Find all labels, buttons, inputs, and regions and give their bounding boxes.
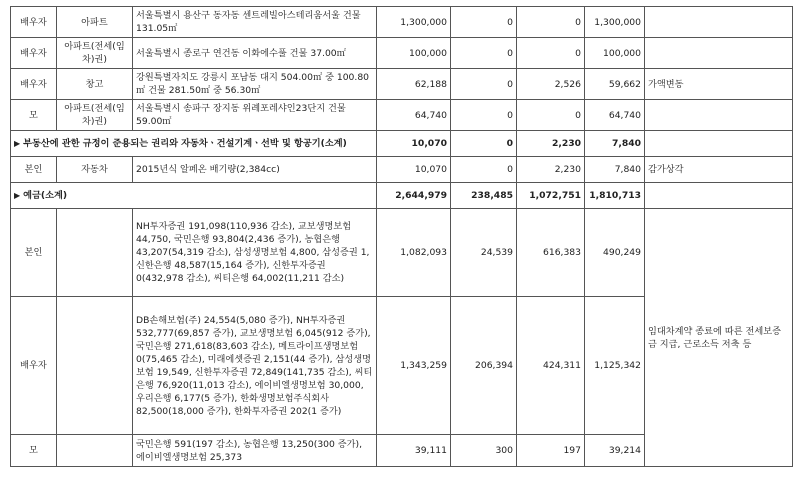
kind-cell [57,435,133,467]
relation-cell: 배우자 [11,38,57,69]
current-value-cell: 1,810,713 [585,183,645,209]
subtotal-title-text: 예금(소계) [23,190,68,201]
location-cell: 강원특별자치도 강릉시 포남동 대지 504.00㎡ 중 100.80㎡ 건물 281.50㎡ 중 56.30㎡ [133,69,377,100]
prev-value-cell: 100,000 [377,38,451,69]
kind-cell: 아파트(전세(임차)권) [57,38,133,69]
location-cell: 서울특별시 용산구 동자동 센트레빌아스테리움서울 건물 131.05㎡ [133,7,377,38]
decrease-cell: 2,526 [517,69,585,100]
current-value-cell: 39,214 [585,435,645,467]
table-row [11,69,793,100]
reason-cell [645,131,793,157]
prev-value-cell: 62,188 [377,69,451,100]
increase-cell: 300 [451,435,517,467]
relation-cell: 모 [11,100,57,131]
current-value-cell: 59,662 [585,69,645,100]
current-value-cell: 64,740 [585,100,645,131]
relation-cell: 본인 [11,157,57,183]
subtotal-title [11,183,377,209]
triangle-icon: ▶ [14,139,21,148]
table-row [11,38,793,69]
prev-value-cell: 1,343,259 [377,297,451,435]
reason-cell: 가액변동 [645,69,793,100]
decrease-cell: 0 [517,100,585,131]
reason-cell [645,183,793,209]
prev-value-cell: 64,740 [377,100,451,131]
decrease-cell: 1,072,751 [517,183,585,209]
prev-value-cell: 10,070 [377,157,451,183]
increase-cell: 0 [451,7,517,38]
location-cell: DB손해보험(주) 24,554(5,080 증가), NH투자증권 532,777(69,857 증가), 교보생명보험 6,045(912 증가), 국민은행 271,618(83,603 감소), 메트라이프생명보험 0(75,465 감소), 미래에셋증권 2,151(44 증가), 삼성생명보험 19,549, 신한투자증권 72,849(141,735 감소), 씨티은행 76,920(11,013 감소), 에이비엘생명보험 30,000, 우리은행 6,177(5 증가), 한화생명보험주식회사 82,500(18,000 증가), 한화투자증권 202(1 증가) [133,297,377,435]
kind-cell: 아파트(전세(임차)권) [57,100,133,131]
reason-cell: 감가상각 [645,157,793,183]
increase-cell: 0 [451,69,517,100]
asset-table [10,6,793,467]
kind-cell [57,209,133,297]
prev-value-cell: 2,644,979 [377,183,451,209]
kind-cell: 아파트 [57,7,133,38]
current-value-cell: 7,840 [585,157,645,183]
location-cell: NH투자증권 191,098(110,936 감소), 교보생명보험 44,750, 국민은행 93,804(2,436 증가), 농협은행 43,207(54,319 감소), 삼성생명보험 4,800, 삼성증권 1, 신한은행 48,587(15,164 증가), 신한투자증권 0(432,978 감소), 씨티은행 64,002(11,211 감소) [133,209,377,297]
deposit-reason-cell: 임대차계약 종료에 따른 전세보증금 지급, 근로소득 저축 등 [645,209,793,467]
increase-cell: 206,394 [451,297,517,435]
location-cell: 국민은행 591(197 감소), 농협은행 13,250(300 증가), 에이비엘생명보험 25,373 [133,435,377,467]
current-value-cell: 1,125,342 [585,297,645,435]
table-row [11,157,793,183]
relation-cell: 본인 [11,209,57,297]
kind-cell: 창고 [57,69,133,100]
relation-cell: 배우자 [11,7,57,38]
reason-cell [645,100,793,131]
triangle-icon: ▶ [14,191,21,200]
decrease-cell: 0 [517,7,585,38]
current-value-cell: 7,840 [585,131,645,157]
decrease-cell: 424,311 [517,297,585,435]
location-cell: 서울특별시 종로구 연건동 이화에수풀 건물 37.00㎡ [133,38,377,69]
kind-cell: 자동차 [57,157,133,183]
increase-cell: 0 [451,100,517,131]
decrease-cell: 0 [517,38,585,69]
relation-cell: 모 [11,435,57,467]
increase-cell: 0 [451,38,517,69]
prev-value-cell: 39,111 [377,435,451,467]
relation-cell: 배우자 [11,297,57,435]
decrease-cell: 197 [517,435,585,467]
table-row [11,100,793,131]
prev-value-cell: 1,082,093 [377,209,451,297]
decrease-cell: 616,383 [517,209,585,297]
table-row [11,209,793,297]
location-cell: 서울특별시 송파구 장지동 위례포레샤인23단지 건물 59.00㎡ [133,100,377,131]
increase-cell: 0 [451,157,517,183]
subtotal-title-text: 부동산에 관한 규정이 준용되는 권리와 자동차ㆍ건설기계ㆍ선박 및 항공기(소계) [23,138,347,149]
relation-cell: 배우자 [11,69,57,100]
prev-value-cell: 1,300,000 [377,7,451,38]
increase-cell: 238,485 [451,183,517,209]
reason-cell [645,38,793,69]
decrease-cell: 2,230 [517,131,585,157]
kind-cell [57,297,133,435]
reason-cell [645,7,793,38]
decrease-cell: 2,230 [517,157,585,183]
increase-cell: 24,539 [451,209,517,297]
table-row [11,7,793,38]
subtotal-row-vehicle [11,131,793,157]
subtotal-row-deposit [11,183,793,209]
current-value-cell: 1,300,000 [585,7,645,38]
location-cell: 2015년식 알페온 배기량(2,384cc) [133,157,377,183]
prev-value-cell: 10,070 [377,131,451,157]
current-value-cell: 100,000 [585,38,645,69]
current-value-cell: 490,249 [585,209,645,297]
subtotal-title [11,131,377,157]
increase-cell: 0 [451,131,517,157]
